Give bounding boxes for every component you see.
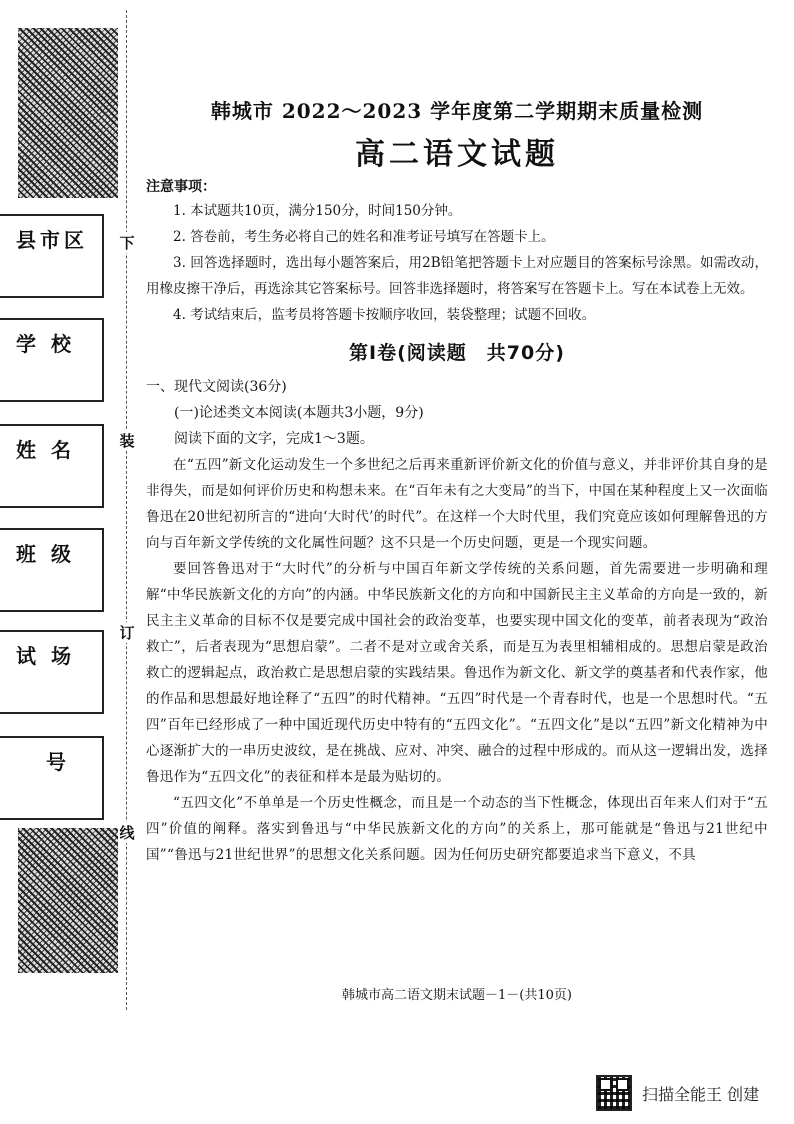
field-label-number: 号	[46, 750, 70, 774]
security-pattern-top	[18, 28, 118, 198]
field-seat-number	[0, 736, 104, 820]
paper-title: 高二语文试题	[355, 137, 559, 172]
reading-paragraph: “五四文化”不单单是一个历史性概念，而且是一个动态的当下性概念，体现出百年来人们对于“五四”价值的阐释。落实到鲁迅与“中华民族新文化的方向”的关系上，那可能就是“鲁迅与21世纪中国”“鲁迅与21世纪世界”的思想文化关系问题。因为任何历史研究都要追求当下意义，不具	[146, 795, 768, 863]
security-pattern-bottom	[18, 828, 118, 973]
note-item: 1. 本试题共10页，满分150分，时间150分钟。	[173, 203, 462, 219]
reading-paragraph: 在“五四”新文化运动发生一个多世纪之后再来重新评价新文化的价值与意义，并非评价其自身的是非得失，而是如何评价历史和构想未来。在“百年未有之大变局”的当下，中国在某种程度上又一次面临鲁迅在20世纪初所言的“进向‘大时代’的时代”。在这样一个大时代里，我们究竟应该如何理解鲁迅的方向与百年新文学传统的文化属性问题？这不只是一个历史问题，更是一个现实问题。	[146, 457, 768, 551]
subpart-heading: (一)论述类文本阅读(本题共3小题，9分)	[174, 405, 424, 421]
field-exam-room	[0, 630, 104, 714]
binding-mark-below: 下	[119, 234, 135, 252]
field-label-room: 试 场	[16, 644, 75, 668]
watermark-text: 扫描全能王 创建	[642, 1084, 760, 1104]
qr-code-icon	[596, 1075, 632, 1111]
field-school	[0, 318, 104, 402]
field-label-name: 姓 名	[16, 438, 75, 462]
page-footer: 韩城市高二语文期末试题－1－(共10页)	[342, 988, 572, 1003]
part-heading: 一、现代文阅读(36分)	[146, 379, 287, 395]
reading-instruction: 阅读下面的文字，完成1～3题。	[174, 431, 374, 447]
binding-mark-staple: 订	[119, 624, 135, 642]
field-label-county: 县市区	[16, 228, 88, 252]
scanner-watermark	[596, 1076, 759, 1110]
field-name	[0, 424, 104, 508]
field-label-class: 班 级	[16, 542, 75, 566]
binding-mark-bind: 装	[119, 432, 135, 450]
exam-content	[146, 96, 768, 868]
section-title: 第Ⅰ卷(阅读题 共70分)	[349, 342, 565, 364]
field-class	[0, 528, 104, 612]
reading-paragraph: 要回答鲁迅对于“大时代”的分析与中国百年新文学传统的关系问题，首先需要进一步明确和理解“中华民族新文化的方向”的内涵。中华民族新文化的方向和中国新民主主义革命的方向是一致的，新民主主义革命的目标不仅是要完成中国社会的政治变革，也要实现中国文化的变革，前者表现为“政治救亡”，后者表现为“思想启蒙”。二者不是对立或舍关系，而是互为表里相辅相成的。思想启蒙是政治救亡的逻辑起点，政治救亡是思想启蒙的实践结果。鲁迅作为新文化、新文学的奠基者和代表作家，他的作品和思想最好地诠释了“五四”的时代精神。“五四”时代是一个青春时代，也是一个思想时代。“五四”百年已经形成了一种中国近现代历史中特有的“五四文化”。“五四文化”是以“五四”新文化精神为中心逐渐扩大的一串历史波纹，是在挑战、应对、冲突、融合的过程中形成的。而从这一逻辑出发，选择鲁迅作为“五四文化”的表征和样本是最为贴切的。	[146, 561, 768, 785]
binding-dashed-line	[126, 10, 127, 1010]
exam-title: 韩城市 2022～2023 学年度第二学期期末质量检测	[210, 99, 704, 123]
field-label-school: 学 校	[16, 332, 75, 356]
note-item: 3. 回答选择题时，选出每小题答案后，用2B铅笔把答题卡上对应题目的答案标号涂黑。如需改动，用橡皮擦干净后，再选涂其它答案标号。回答非选择题时，将答案写在答题卡上。写在本试卷上无效。	[146, 255, 768, 297]
note-item: 2. 答卷前，考生务必将自己的姓名和准考证号填写在答题卡上。	[173, 229, 555, 245]
binding-mark-line: 线	[119, 824, 135, 842]
field-county-district	[0, 214, 104, 298]
note-item: 4. 考试结束后，监考员将答题卡按顺序收回，装袋整理；试题不回收。	[173, 307, 596, 323]
notes-heading: 注意事项：	[146, 179, 216, 195]
